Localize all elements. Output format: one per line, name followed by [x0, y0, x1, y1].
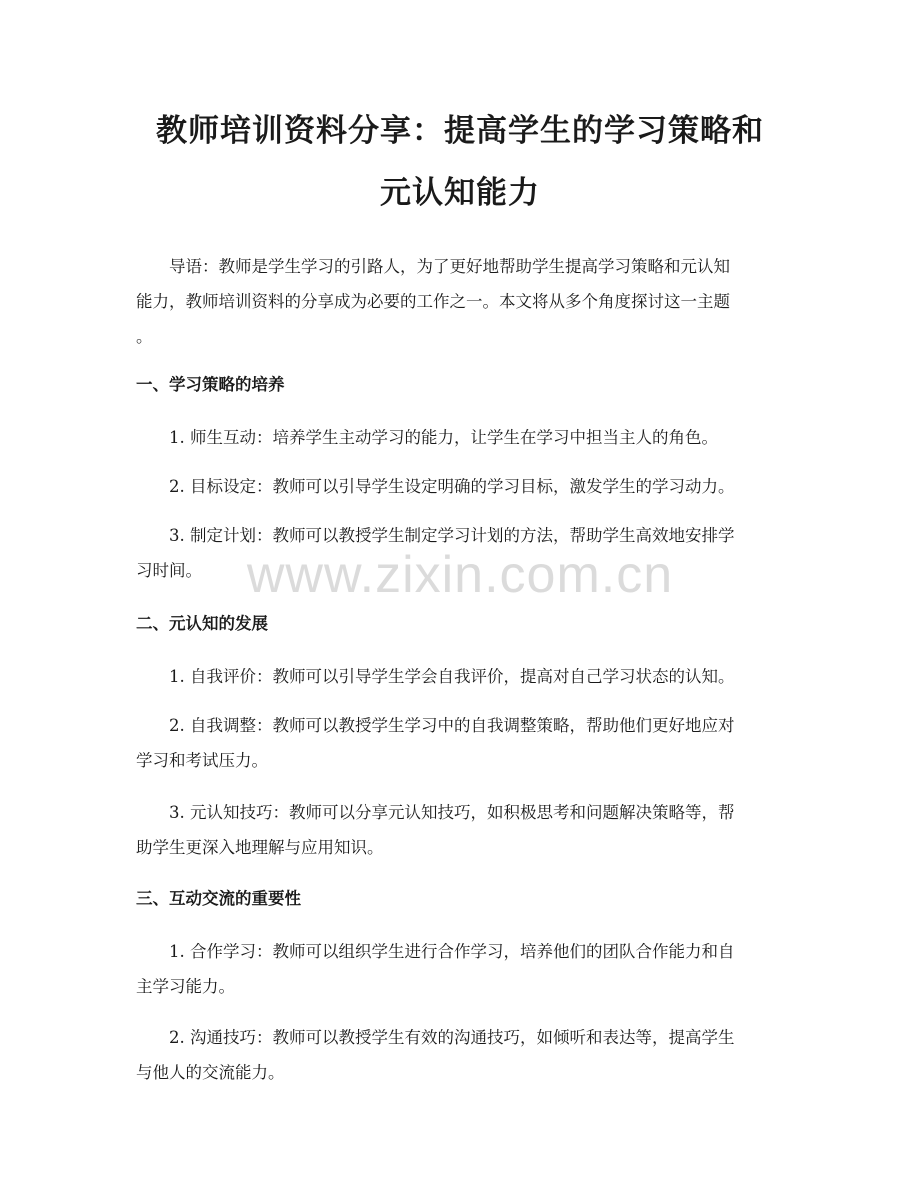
list-item	[136, 518, 784, 588]
list-item-line: 2. 自我调整：教师可以教授学生学习中的自我调整策略，帮助他们更好地应对	[169, 716, 735, 735]
list-item	[136, 1020, 784, 1090]
document-title-line-2: 元认知能力	[380, 175, 540, 211]
list-item	[136, 708, 784, 778]
list-item-line: 与他人的交流能力。	[136, 1063, 285, 1082]
list-item-line: 助学生更深入地理解与应用知识。	[136, 838, 384, 857]
document-title-line-1: 教师培训资料分享：提高学生的学习策略和	[156, 113, 764, 149]
list-item	[136, 795, 784, 865]
list-item-line: 1. 师生互动：培养学生主动学习的能力，让学生在学习中担当主人的角色。	[169, 428, 718, 447]
list-item-line: 1. 合作学习：教师可以组织学生进行合作学习，培养他们的团队合作能力和自	[169, 942, 735, 961]
watermark: www.zixin.com.cn	[246, 546, 674, 604]
intro-line: 能力，教师培训资料的分享成为必要的工作之一。本文将从多个角度探讨这一主题	[136, 292, 730, 311]
section-heading: 二、元认知的发展	[136, 614, 268, 633]
list-item-line: 2. 沟通技巧：教师可以教授学生有效的沟通技巧，如倾听和表达等，提高学生	[169, 1028, 735, 1047]
list-item-line: 3. 制定计划：教师可以教授学生制定学习计划的方法，帮助学生高效地安排学	[169, 526, 735, 545]
list-item	[136, 469, 784, 504]
list-item-line: 1. 自我评价：教师可以引导学生学会自我评价，提高对自己学习状态的认知。	[169, 667, 735, 686]
list-item-line: 3. 元认知技巧：教师可以分享元认知技巧，如积极思考和问题解决策略等，帮	[169, 803, 735, 822]
section-heading: 三、互动交流的重要性	[136, 889, 301, 908]
section-heading: 一、学习策略的培养	[136, 375, 285, 394]
list-item	[136, 659, 784, 694]
list-item-line: 习时间。	[136, 561, 202, 580]
list-item-line: 主学习能力。	[136, 977, 235, 996]
list-item-line: 学习和考试压力。	[136, 751, 268, 770]
list-item	[136, 420, 784, 455]
intro-line: 。	[136, 327, 153, 346]
list-item	[136, 934, 784, 1004]
intro-line: 导语：教师是学生学习的引路人，为了更好地帮助学生提高学习策略和元认知	[169, 257, 730, 276]
list-item-line: 2. 目标设定：教师可以引导学生设定明确的学习目标，激发学生的学习动力。	[169, 477, 735, 496]
intro-paragraph	[136, 249, 784, 354]
